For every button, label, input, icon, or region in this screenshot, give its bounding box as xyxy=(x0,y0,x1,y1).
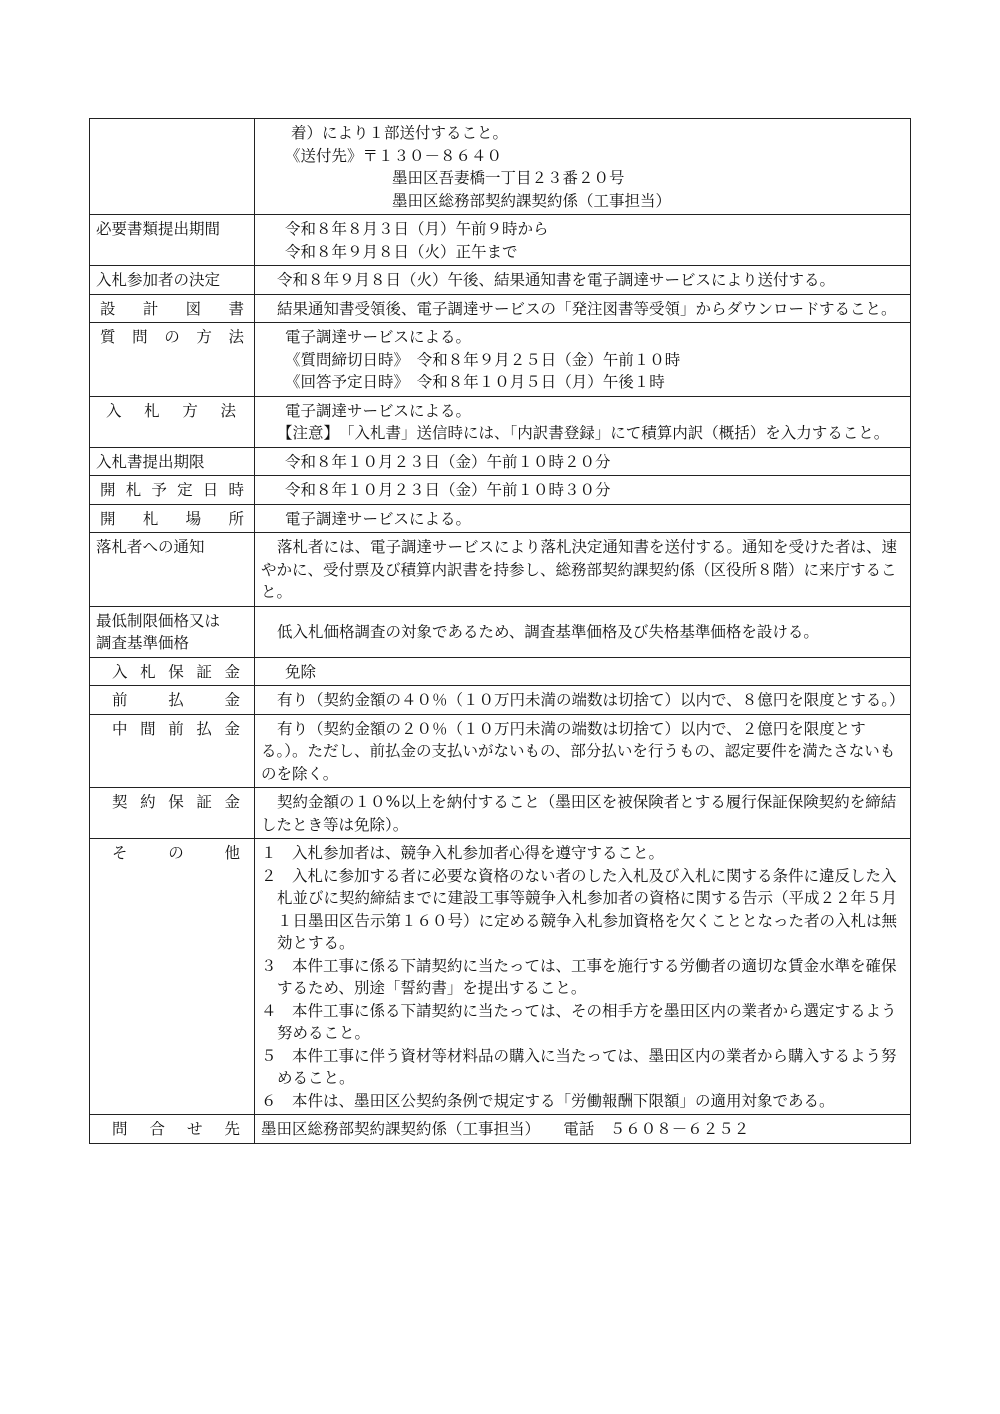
table-row-winner-notice xyxy=(90,533,911,607)
row-label: 入札参加者の決定 xyxy=(90,266,255,295)
row-label: 問 合 せ 先 xyxy=(112,1120,240,1138)
answer-date-line: 《回答予定日時》 令和８年１０月５日（月）午後１時 xyxy=(285,373,665,391)
row-label-cell xyxy=(90,839,255,1115)
row-label: 中 間 前 払 金 xyxy=(112,719,240,738)
question-method-line-1: 電子調達サービスによる。 xyxy=(285,328,472,346)
interim-advance-cell xyxy=(255,714,911,788)
bid-method-line-1: 電子調達サービスによる。 xyxy=(285,401,472,420)
tender-notice-table xyxy=(89,118,911,1144)
send-to-cell xyxy=(255,119,911,215)
row-label-cell xyxy=(90,294,255,323)
row-label-cell xyxy=(90,476,255,505)
table-row-other xyxy=(90,839,911,1115)
row-label-cell xyxy=(90,686,255,715)
bid-method-cell xyxy=(255,396,911,447)
participant-decision-cell xyxy=(255,266,911,295)
opening-place-text: 電子調達サービスによる。 xyxy=(285,509,472,528)
row-label-line-2: 調査基準価格 xyxy=(96,634,190,652)
list-item: ２ 入札に参加する者に必要な資格のない者のした入札及び入札に関する条件に違反した入札並びに契約締結までに建設工事等競争入札参加者の資格に関する告示（平成２２年５月１日墨田区告示第１６０号）に定める競争入札参加資格を欠くこととなった者の入札は無効とする。 xyxy=(261,866,898,952)
send-to-line-1: 着）により１部送付すること。 xyxy=(291,124,509,142)
bid-bond-text: 免除 xyxy=(285,662,317,681)
contract-bond-text: 契約金額の１０%以上を納付すること（墨田区を被保険者とする履行保証保険契約を締結したとき等は免除）。 xyxy=(261,793,897,834)
table-row-participant-decision xyxy=(90,266,911,295)
row-label: 必要書類提出期間 xyxy=(90,215,255,266)
list-item: ３ 本件工事に係る下請契約に当たっては、工事を施行する労働者の適切な賃金水準を確保するため、別途「誓約書」を提出すること。 xyxy=(261,956,897,997)
row-label-cell xyxy=(90,396,255,447)
table-row-min-price xyxy=(90,606,911,657)
advance-payment-cell xyxy=(255,686,911,715)
row-label: 入 札 保 証 金 xyxy=(112,662,240,681)
winner-notice-cell xyxy=(255,533,911,607)
row-label: 質 問 の 方 法 xyxy=(100,328,244,346)
list-item: １ 入札参加者は、競争入札参加者心得を遵守すること。 xyxy=(261,844,665,862)
row-label: 落札者への通知 xyxy=(90,533,255,607)
bid-bond-cell xyxy=(255,657,911,686)
interim-advance-text: 有り（契約金額の２０％（１０万円未満の端数は切捨て）以内で、２億円を限度とする。）。ただし、前払金の支払いがないもの、部分払いを行うもの、認定要件を満たさないものを除く。 xyxy=(261,719,896,783)
table-row-submission-period xyxy=(90,215,911,266)
table-row-opening-date xyxy=(90,476,911,505)
question-deadline-line: 《質問締切日時》 令和８年９月２５日（金）午前１０時 xyxy=(285,350,681,369)
row-label: 入札書提出期限 xyxy=(90,447,255,476)
list-item: ４ 本件工事に係る下請契約に当たっては、その相手方を墨田区内の業者から選定するよう努めること。 xyxy=(261,1001,897,1042)
row-label: そ の 他 xyxy=(112,844,240,862)
opening-date-text: 令和８年１０月２３日（金）午前１０時３０分 xyxy=(285,481,611,499)
design-drawings-cell xyxy=(255,294,911,323)
participant-decision-text: 令和８年９月８日（火）午後、結果通知書を電子調達サービスにより送付する。 xyxy=(277,271,836,289)
row-label: 設 計 図 書 xyxy=(100,299,244,318)
row-label: 開 札 予 定 日 時 xyxy=(100,481,244,499)
table-row-opening-place xyxy=(90,504,911,533)
row-label-empty xyxy=(90,119,255,215)
row-label: 入 札 方 法 xyxy=(106,401,236,420)
bid-deadline-cell xyxy=(255,447,911,476)
row-label: 契 約 保 証 金 xyxy=(112,793,240,811)
table-row-design-drawings xyxy=(90,294,911,323)
table-row-bid-deadline xyxy=(90,447,911,476)
row-label-line-1: 最低制限価格又は xyxy=(96,611,221,630)
submission-period-line-1: 令和８年８月３日（月）午前９時から xyxy=(285,220,549,238)
opening-date-cell xyxy=(255,476,911,505)
bid-method-note: 【注意】 「入札書」送信時には、「内訳書登録」にて積算内訳（概括）を入力すること。 xyxy=(277,424,890,442)
row-label-cell xyxy=(90,714,255,788)
submission-period-cell xyxy=(255,215,911,266)
table-row-send-to xyxy=(90,119,911,215)
winner-notice-text: 落札者には、電子調達サービスにより落札決定通知書を送付する。通知を受けた者は、速やかに、受付票及び積算内訳書を持参し、総務部契約課契約係（区役所８階）に来庁すること。 xyxy=(261,538,898,601)
row-label: 開 札 場 所 xyxy=(100,509,244,528)
send-to-line-2: 《送付先》〒１３０－８６４０ xyxy=(285,146,503,165)
opening-place-cell xyxy=(255,504,911,533)
submission-period-line-2: 令和８年９月８日（火）正午まで xyxy=(285,242,518,261)
row-label-cell xyxy=(90,504,255,533)
row-label-cell xyxy=(90,323,255,397)
design-drawings-text: 結果通知書受領後、電子調達サービスの「発注図書等受領」からダウンロードすること。 xyxy=(277,299,897,318)
table-row-bid-method xyxy=(90,396,911,447)
row-label-cell xyxy=(90,788,255,839)
table-row-question-method xyxy=(90,323,911,397)
advance-payment-text: 有り（契約金額の４０％（１０万円未満の端数は切捨て）以内で、８億円を限度とする。） xyxy=(277,691,905,709)
row-label-cell xyxy=(90,657,255,686)
bid-deadline-text: 令和８年１０月２３日（金）午前１０時２０分 xyxy=(285,452,611,471)
table-row-advance-payment xyxy=(90,686,911,715)
min-price-text: 低入札価格調査の対象であるため、調査基準価格及び失格基準価格を設ける。 xyxy=(277,622,819,641)
contact-text: 墨田区総務部契約課契約係（工事担当） 電話 ５６０８－６２５２ xyxy=(261,1120,750,1138)
table-row-contact xyxy=(90,1115,911,1144)
send-to-line-3: 墨田区吾妻橋一丁目２３番２０号 xyxy=(392,169,625,187)
min-price-cell xyxy=(255,606,911,657)
other-cell xyxy=(255,839,911,1115)
send-to-line-4: 墨田区総務部契約課契約係（工事担当） xyxy=(392,191,672,210)
list-item: ５ 本件工事に伴う資材等材料品の購入に当たっては、墨田区内の業者から購入するよう努めること。 xyxy=(261,1046,897,1087)
contract-bond-cell xyxy=(255,788,911,839)
table-row-interim-advance xyxy=(90,714,911,788)
row-label-cell xyxy=(90,1115,255,1144)
question-method-cell xyxy=(255,323,911,397)
table-row-contract-bond xyxy=(90,788,911,839)
table-row-bid-bond xyxy=(90,657,911,686)
list-item: ６ 本件は、墨田区公契約条例で規定する「労働報酬下限額」の適用対象である。 xyxy=(261,1091,835,1110)
row-label-cell xyxy=(90,606,255,657)
row-label: 前 払 金 xyxy=(112,691,240,709)
contact-cell xyxy=(255,1115,911,1144)
